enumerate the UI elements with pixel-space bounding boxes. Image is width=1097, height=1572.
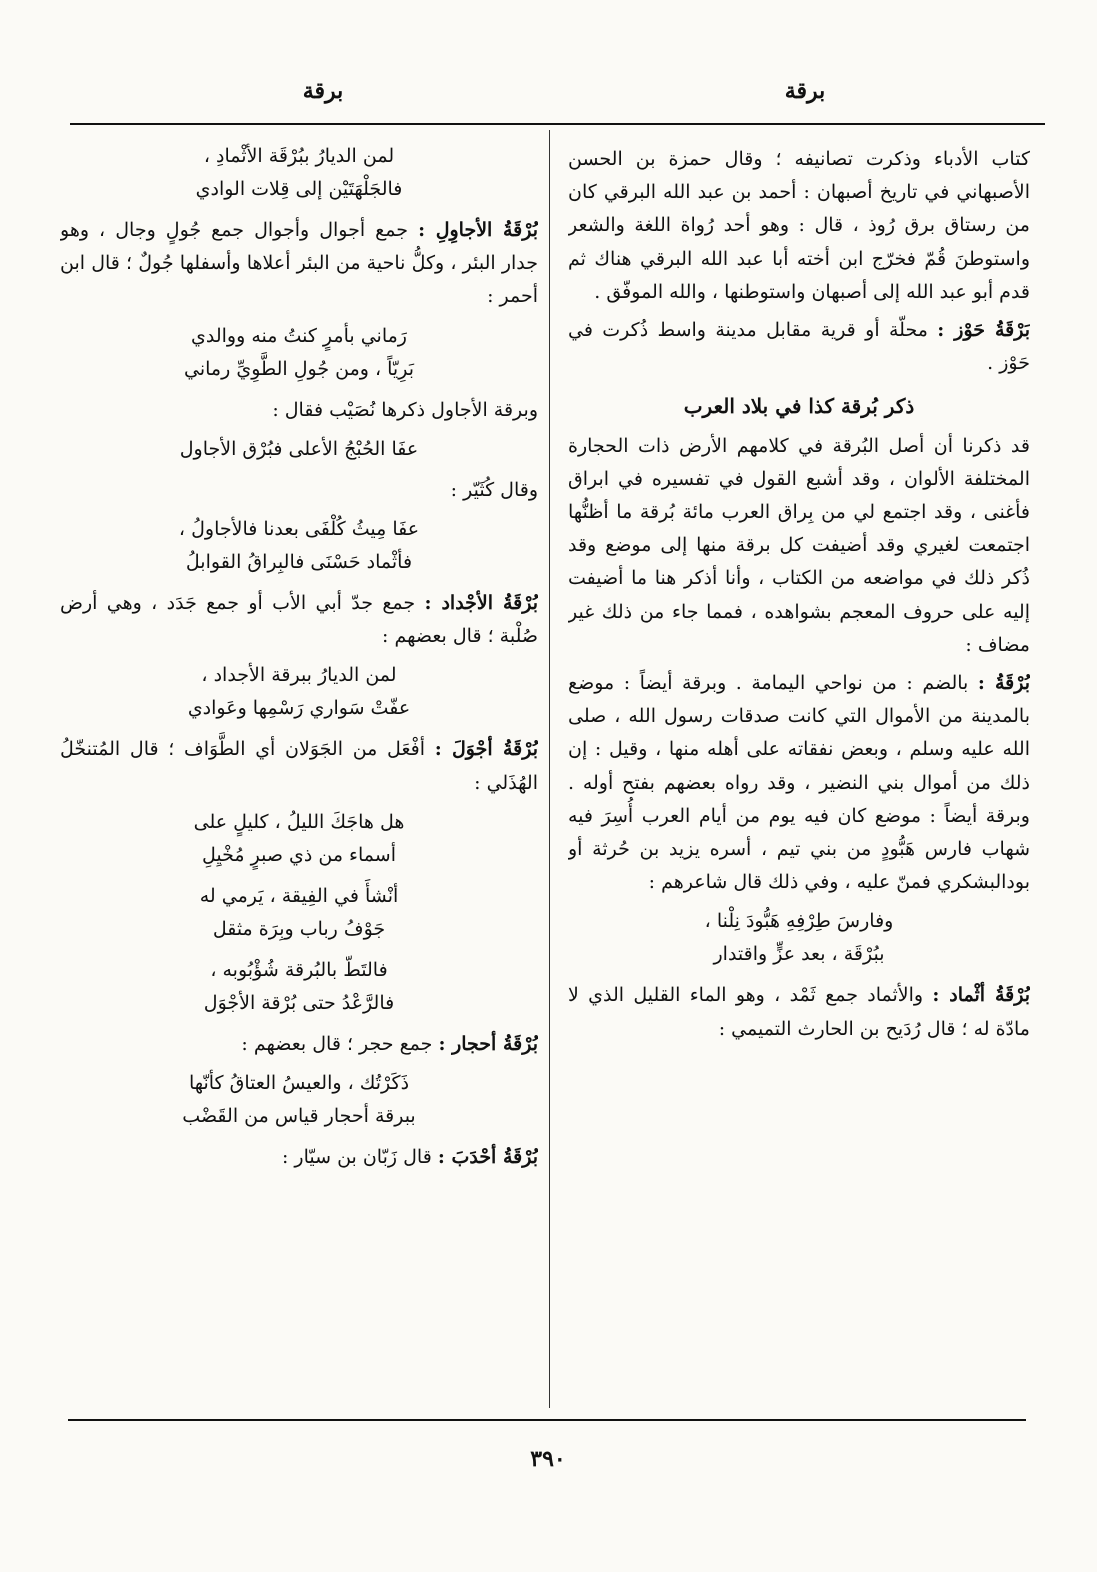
running-header-left: برقة bbox=[302, 78, 344, 104]
entry-ahjar bbox=[60, 1028, 538, 1061]
page-number: ٣٩٠ bbox=[530, 1446, 566, 1472]
entry-hawz bbox=[568, 314, 1030, 380]
poem-verse bbox=[60, 140, 538, 206]
headword: بُرْقَةُ : bbox=[977, 672, 1030, 695]
verse-line: أسماء من ذي صبرٍ مُخْيِلِ bbox=[202, 843, 396, 866]
entry-text: أفْعَل من الجَوَلان أي الطَّوَاف ؛ قال المُتنخّلُ الهُذَلي : bbox=[60, 738, 538, 794]
poem-verse bbox=[568, 905, 1030, 971]
verse-line: رَماني بأمرٍ كنتُ منه ووالدي bbox=[191, 324, 407, 347]
headword: بُرْقَةُ أحْدَبَ : bbox=[437, 1146, 538, 1169]
section-paragraph: قد ذكرنا أن أصل البُرقة في كلامهم الأرض ذات الحجارة المختلفة الألوان ، وقد أشبع القول في تفسيره في ابراق فأغنى ، وقد اجتمع لي من بِراق العرب مائة بُرقة ما أظنُّها اجتمعت لغيري وقد أضيفت كل برقة منها إلى موضع وقد ذُكر ذلك في مواضعه من الكتاب ، وأنا أذكر هنا ما أضيفت إليه على حروف المعجم بشواهده ، فمما جاء من ذلك غير مضاف : bbox=[568, 434, 1030, 656]
headword: بَرْقَةُ حَوْز : bbox=[937, 319, 1030, 342]
verse-line: وفارسَ طِرْفِهِ هَبُّودَ نِلْنا ، bbox=[704, 910, 894, 933]
verse-line: ذَكَرْتُك ، والعيسُ العتاقُ كأنّها bbox=[188, 1072, 410, 1095]
poem-verse bbox=[60, 954, 538, 1020]
poem-verse bbox=[60, 433, 538, 466]
entry-athmad bbox=[568, 979, 1030, 1045]
poem-verse bbox=[60, 659, 538, 725]
intro-paragraph: كتاب الأدباء وذكرت تصانيفه ؛ وقال حمزة بن الحسن الأصبهاني في تاريخ أصبهان : أحمد بن عبد الله البرقي كان من رستاق برق رُوذ ، قال : وهو أحد رُواة اللغة والشعر واستوطنَ قُمّ فخرّج ابن أخته أبا عبد الله البرقي هناك ثم قدم أبو عبد الله إلى أصبهان واستوطنها ، والله الموفّق . bbox=[568, 148, 1030, 303]
headword: بُرْقَةُ أحجار : bbox=[438, 1032, 538, 1055]
poem-verse bbox=[60, 806, 538, 872]
footer-rule bbox=[68, 1419, 1026, 1421]
verse-line: ببُرْقَة ، بعد عزٍّ واقتدار bbox=[713, 943, 885, 966]
verse-line: بَرِيّاً ، ومن جُولِ الطَّوِيِّ رماني bbox=[184, 357, 414, 380]
entry-burqa bbox=[568, 667, 1030, 899]
entry-text: جمع جدّ أبي الأب أو جمع جَدَد ، وهي أرض صُلْبة ؛ قال بعضهم : bbox=[60, 592, 538, 648]
header-rule bbox=[70, 123, 1045, 125]
entry-text: بالضم : من نواحي اليمامة . وبرقة أيضاً : موضع بالمدينة من الأموال التي كانت صدقات رسول الله ، صلى الله عليه وسلم ، وبعض نفقاته على أهله منها ، وقيل : إن ذلك من أموال بني النضير ، وقد رواه بعضهم بفتح أوله . وبرقة أيضاً : موضع كان فيه يوم من أيام العرب أُسِرَ فيه شهاب فارس هَبُّودٍ من بني تيم ، أسره يزيد بن حُرثة أو بودالبشكري فمنّ عليه ، وفي ذلك قال شاعرهم : bbox=[568, 672, 1030, 894]
entry-text: والأثماد جمع ثَمْد ، وهو الماء القليل الذي لا مادّة له ؛ قال رُدَيح بن الحارث التميمي : bbox=[568, 984, 1030, 1040]
verse-line: فأثْماد حَسْنَى فالبِراقُ القوابلُ bbox=[185, 551, 413, 574]
entry-ajwal bbox=[60, 733, 538, 799]
verse-line: عفّتْ سَواري رَسْمِها وعَوادي bbox=[187, 697, 411, 720]
entry-text: قال زَبّان بن سيّار : bbox=[281, 1146, 432, 1169]
verse-line: ببرقة أحجار قياس من القَضْب bbox=[182, 1105, 416, 1128]
entry-text: وقال كُثَيّر : bbox=[450, 478, 538, 501]
entry-text: جمع أجوال وأجوال جمع جُولٍ وجال ، وهو جدار البئر ، وكلُّ ناحية من البئر أعلاها وأسفلها جُولٌ ؛ قال ابن أحمر : bbox=[60, 219, 538, 308]
column-separator bbox=[549, 130, 550, 1408]
entry-text: وبرقة الأجاول ذكرها نُصَيْب فقال : bbox=[272, 398, 538, 421]
verse-line: أنْشأَ في الفِيقة ، يَرمي له bbox=[199, 884, 399, 907]
verse-line: فالتَطّ بالبُرقة شُؤْبُوبه ، bbox=[210, 958, 388, 981]
verse-line: فالرَّعْدُ حتى بُرْقة الأجْوَل bbox=[203, 991, 395, 1014]
poem-verse bbox=[60, 320, 538, 386]
verse-line: عفَا مِيثُ كُلْفَى بعدنا فالأجاولُ ، bbox=[178, 518, 420, 541]
headword: بُرْقَةُ الأجاوِلِ : bbox=[418, 219, 538, 241]
verse-line: عفَا الحُبْجُ الأعلى فبُرْق الأجاول bbox=[179, 437, 419, 460]
section-title: ذكر بُرقة كذا في بلاد العرب bbox=[683, 394, 915, 419]
entry-ajdad bbox=[60, 587, 538, 653]
entry-text: جمع حجر ؛ قال بعضهم : bbox=[241, 1032, 433, 1055]
left-column bbox=[60, 140, 538, 1410]
running-header-right: برقة bbox=[784, 78, 826, 104]
verse-line: فالجَلْهَتَيْن إلى قِلات الوادي bbox=[195, 178, 403, 200]
verse-line: لمن الديارُ ببرقة الأجداد ، bbox=[201, 664, 397, 687]
poem-verse bbox=[60, 880, 538, 946]
entry-ahdab bbox=[60, 1141, 538, 1174]
right-column bbox=[568, 143, 1030, 1413]
entry-ajawil bbox=[60, 214, 538, 314]
verse-line: لمن الديارُ ببُرْقَة الأثْمادِ ، bbox=[203, 145, 395, 167]
verse-line: هل هاجَكَ الليلُ ، كليلٍ على bbox=[193, 810, 405, 833]
entry-text: محلّة أو قرية مقابل مدينة واسط ذُكرت في حَوْز . bbox=[568, 319, 1030, 375]
poem-verse bbox=[60, 513, 538, 579]
verse-line: جَوْفُ رباب وبِرَة مثقل bbox=[212, 917, 386, 940]
headword: بُرْقَةُ أجْوَلَ : bbox=[434, 738, 538, 761]
headword: بُرْقَةُ أثْماد : bbox=[932, 984, 1030, 1007]
headword: بُرْقَةُ الأجْداد : bbox=[424, 592, 538, 615]
poem-verse bbox=[60, 1067, 538, 1133]
